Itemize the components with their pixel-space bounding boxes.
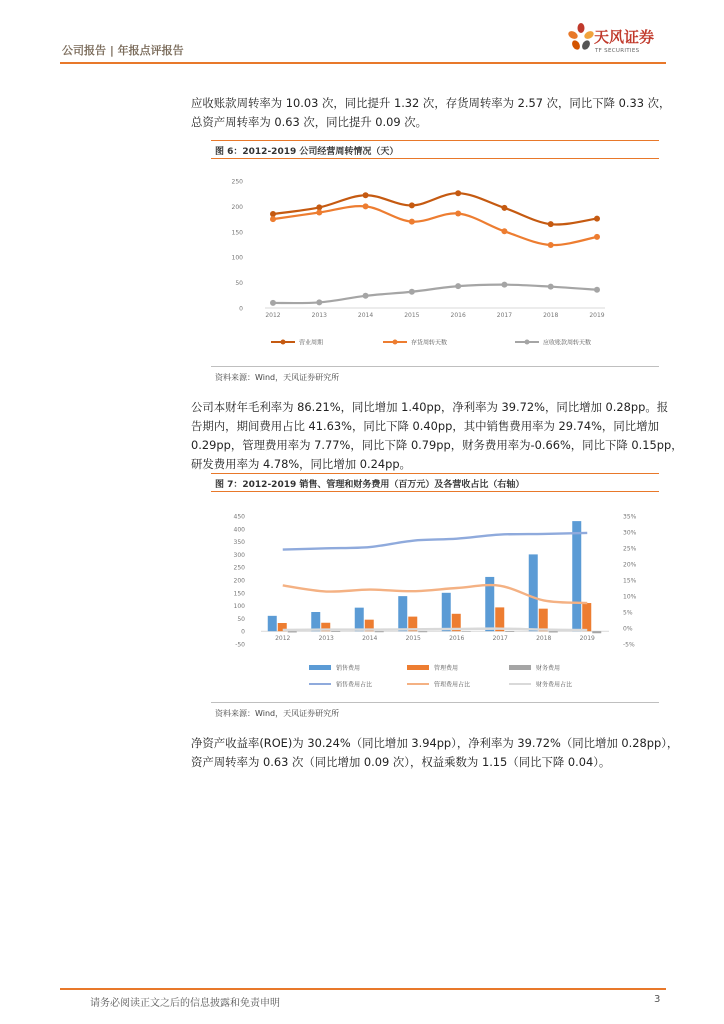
y-tick-label: 400 [233,526,245,534]
data-point [455,190,461,196]
data-point [548,221,554,227]
data-point [409,202,415,208]
data-point [316,299,322,305]
y-tick-label: 100 [233,603,245,611]
y-tick-label: 200 [231,203,243,211]
bar [418,631,427,632]
bar [311,612,320,631]
legend-marker [525,340,530,345]
legend-label: 营业周期 [299,339,324,347]
data-point [409,289,415,295]
data-point [548,242,554,248]
bar [268,616,277,631]
y2-tick-label: 5% [623,609,633,617]
bar [355,608,364,632]
bar [462,631,471,632]
y-tick-label: 450 [233,513,245,521]
figure-6-bottom-rule [211,366,659,367]
legend-label: 财务费用 [536,665,561,672]
flower-logo-icon [568,22,594,56]
figure-6-top-rule [211,140,659,141]
bar [539,609,548,632]
y-tick-label: -50 [235,641,245,649]
chart-turnover-days [211,165,659,360]
data-point [594,287,600,293]
figure-7-top-rule [211,473,659,474]
data-point [363,203,369,209]
data-point [501,282,507,288]
bar [288,631,297,632]
bar [375,631,384,632]
header-rule [60,62,666,64]
paragraph-line: 总资产周转率为 0.63 次，同比提升 0.09 次。 [191,115,428,129]
y2-tick-label: 25% [623,545,637,553]
legend-marker [393,340,398,345]
figure-6-title: 图 6：2012-2019 公司经营周转情况（天） [215,147,399,157]
chart-expenses [211,498,659,696]
data-point [501,205,507,211]
y2-tick-label: -5% [623,641,635,649]
y-tick-label: 50 [235,280,243,288]
x-tick-label: 2014 [357,312,374,319]
y-tick-label: 0 [241,628,245,636]
logo-subtitle: TF SECURITIES [595,48,640,54]
y-tick-label: 0 [239,305,243,313]
data-point [455,283,461,289]
data-point [594,234,600,240]
y-tick-label: 200 [233,577,245,585]
figure-6-source: 资料来源：Wind，天风证券研究所 [215,373,340,382]
footer-disclaimer: 请务必阅读正文之后的信息披露和免责申明 [90,998,280,1009]
y-tick-label: 300 [233,551,245,559]
x-tick-label: 2014 [362,635,378,643]
company-logo [568,22,678,62]
paragraph-line: 0.29pp，管理费用率为 7.77%，同比下降 0.79pp，财务费用率为-0.66%，同比下降 0.15pp， [191,438,683,452]
figure-7-title-rule [211,491,659,492]
paragraph-line: 资产周转率为 0.63 次（同比增加 0.09 次），权益乘数为 1.15（同比下降 0.04）。 [191,755,611,769]
legend-marker [281,340,286,345]
x-tick-label: 2012 [275,635,291,643]
paragraph-turnover [191,94,671,132]
legend-swatch [309,665,331,670]
x-tick-label: 2018 [543,312,559,319]
x-tick-label: 2013 [318,635,334,643]
x-tick-label: 2016 [450,312,466,319]
data-point [455,211,461,217]
y-tick-label: 150 [233,590,245,598]
data-point [363,192,369,198]
paragraph-line: 净资产收益率(ROE)为 30.24%（同比增加 3.94pp），净利率为 39.72%（同比增加 0.28pp）， [191,736,679,750]
report-type-header: 公司报告 | 年报点评报告 [62,44,184,57]
x-tick-label: 2017 [496,312,513,319]
figure-7-bottom-rule [211,702,659,703]
ratio-line-3 [283,629,588,630]
legend-label: 管理费用 [434,665,459,672]
x-tick-label: 2018 [536,635,552,643]
x-tick-label: 2017 [492,635,508,643]
bar [331,631,340,632]
paragraph-line: 应收账款周转率为 10.03 次，同比提升 1.32 次，存货周转率为 2.57 次，同比下降 0.33 次， [191,96,671,110]
legend-label: 应收账款周转天数 [543,339,592,347]
x-tick-label: 2015 [404,312,420,319]
y-tick-label: 350 [233,539,245,547]
data-point [316,209,322,215]
legend-swatch [509,665,531,670]
logo-name: 天风证券 [594,28,655,46]
y2-tick-label: 30% [623,529,637,537]
y-tick-label: 250 [231,178,243,186]
y2-tick-label: 20% [623,561,637,569]
figure-6-title-rule [211,158,659,159]
bar [398,596,407,631]
bar [529,554,538,631]
figure-7-source: 资料来源：Wind，天风证券研究所 [215,709,340,718]
y2-tick-label: 15% [623,577,637,585]
ratio-line-2 [283,585,588,603]
data-point [501,228,507,234]
y2-tick-label: 35% [623,513,637,521]
paragraph-line: 公司本财年毛利率为 86.21%，同比增加 1.40pp，净利率为 39.72%，同比增加 0.28pp。报 [191,400,669,414]
ratio-line-1 [283,533,588,550]
y-tick-label: 100 [231,254,243,262]
x-tick-label: 2012 [265,312,281,319]
bar [549,631,558,632]
bar [582,603,591,631]
paragraph-margins [191,398,683,474]
legend-swatch [407,665,429,670]
y-tick-label: 50 [237,615,245,623]
y-tick-label: 150 [231,229,243,237]
data-point [409,219,415,225]
x-tick-label: 2015 [405,635,421,643]
paragraph-line: 研发费用率为 4.78%，同比增加 0.24pp。 [191,457,411,471]
page-number: 3 [654,994,661,1005]
x-tick-label: 2019 [579,635,595,643]
data-point [594,216,600,222]
data-point [270,300,276,306]
legend-label: 管理费用占比 [434,681,471,689]
legend-label: 财务费用占比 [536,681,573,689]
bar [592,631,601,633]
x-tick-label: 2019 [589,312,605,319]
legend-label: 存货周转天数 [411,339,448,347]
bar [505,631,514,632]
x-tick-label: 2013 [311,312,327,319]
paragraph-line: 告期内，期间费用占比 41.63%，同比下降 0.40pp，其中销售费用率为 29.74%，同比增加 [191,419,659,433]
y2-tick-label: 10% [623,593,637,601]
data-point [270,216,276,222]
figure-7-title: 图 7：2012-2019 销售、管理和财务费用（百万元）及各营收占比（右轴） [215,480,525,490]
paragraph-roe [191,734,679,772]
footer-rule [60,988,666,990]
data-point [363,293,369,299]
bar [572,521,581,631]
legend-label: 销售费用占比 [336,681,373,689]
y2-tick-label: 0% [623,625,633,633]
y-tick-label: 250 [233,564,245,572]
bar [442,593,451,631]
legend-label: 销售费用 [336,665,361,672]
data-point [548,284,554,290]
x-tick-label: 2016 [449,635,465,643]
